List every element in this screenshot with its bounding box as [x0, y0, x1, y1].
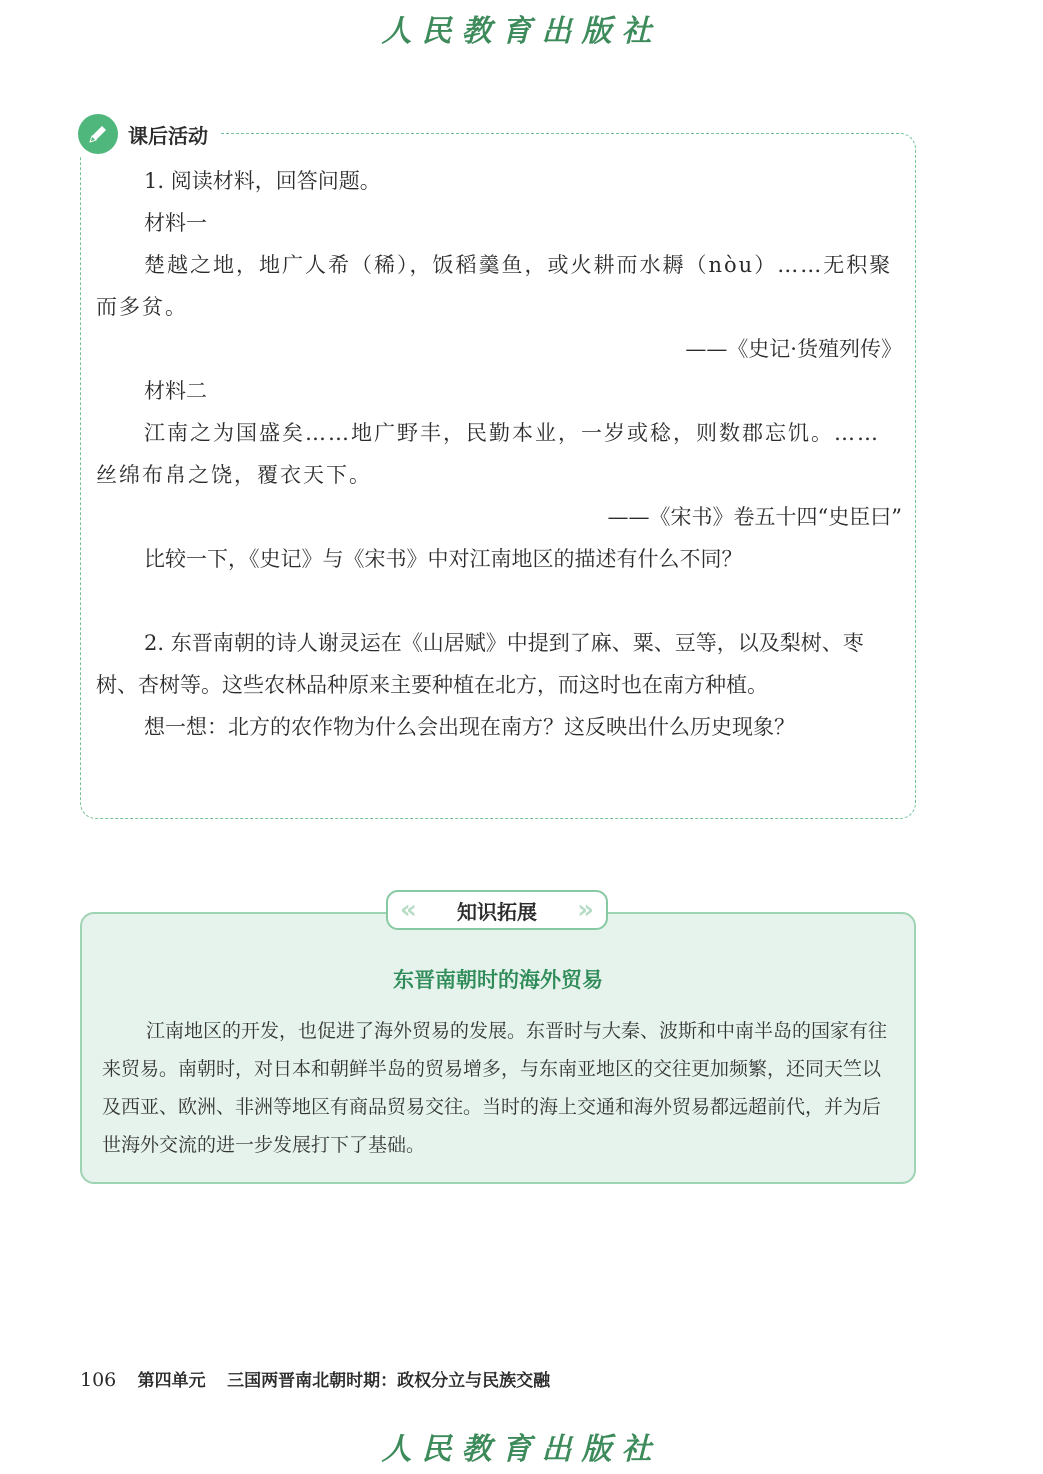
- publisher-watermark-bottom: 人民教育出版社: [381, 1432, 662, 1467]
- material-2-source: ——《宋书》卷五十四“史臣曰”: [607, 505, 902, 529]
- chapter-title: 三国两晋南北朝时期：政权分立与民族交融: [227, 1371, 551, 1391]
- activity-title: 课后活动: [128, 123, 208, 148]
- knowledge-extension-label: 知识拓展: [457, 899, 537, 924]
- q2-question: 想一想：北方的农作物为什么会出现在南方？这反映出什么历史现象？: [144, 715, 795, 739]
- chevron-left-icon: «: [400, 895, 417, 925]
- unit-label: 第四单元: [137, 1371, 206, 1391]
- material-2-label: 材料二: [144, 379, 207, 403]
- page-footer: [80, 1366, 550, 1391]
- q1-prompt: 1. 阅读材料，回答问题。: [144, 169, 381, 193]
- q1-question: 比较一下，《史记》与《宋书》中对江南地区的描述有什么不同？: [144, 547, 743, 571]
- extension-title: 东晋南朝时的海外贸易: [393, 967, 603, 992]
- activity-content: [96, 160, 902, 748]
- chevron-right-icon: »: [577, 895, 594, 925]
- extension-text: 江南地区的开发，也促进了海外贸易的发展。东晋时与大秦、波斯和中南半岛的国家有往来贸易。南朝时，对日本和朝鲜半岛的贸易增多，与东南亚地区的交往更加频繁，还同天竺以及西亚、欧洲、非洲等地区有商品贸易交往。当时的海上交通和海外贸易都远超前代，并为后世海外交流的进一步发展打下了基础。: [102, 1020, 888, 1156]
- activity-header: [78, 112, 220, 156]
- pencil-icon: [78, 114, 118, 154]
- publisher-watermark-top: 人民教育出版社: [381, 14, 662, 49]
- material-1-source: ——《史记·货殖列传》: [685, 337, 902, 361]
- knowledge-extension-tab: [386, 890, 608, 930]
- material-1-text: 楚越之地，地广人希（稀），饭稻羹鱼，或火耕而水耨（nòu）……无积聚而多贫。: [96, 253, 893, 319]
- material-1-label: 材料一: [144, 211, 207, 235]
- material-2-text: 江南之为国盛矣……地广野丰，民勤本业，一岁或稔，则数郡忘饥。……丝绵布帛之饶，覆衣天下。: [96, 421, 880, 487]
- q2-text: 2. 东晋南朝的诗人谢灵运在《山居赋》中提到了麻、粟、豆等，以及梨树、枣树、杏树等。这些农林品种原来主要种植在北方，而这时也在南方种植。: [96, 631, 864, 697]
- page-number: 106: [80, 1369, 117, 1391]
